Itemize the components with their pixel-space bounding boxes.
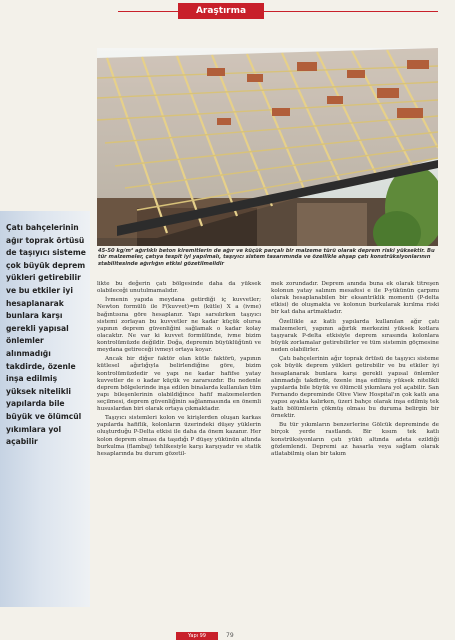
text-column-2	[271, 281, 439, 460]
photo-caption: 45-50 kg/m² ağırlıklı beton kiremitlerin de ağır ve küçük parçalı bir malzeme türü olarak deprem riski yüksektir. Bu tür malzemeler, çatıya tespit iyi yapılmalı, taşıyıcı sistem tasarımında ve özellikle ahşap çatı konstrüksiyonlarının stabilitesinde ağırlığın etkisi gözetilmelidir	[98, 248, 435, 267]
text-column-1	[97, 281, 261, 460]
paragraph: Bu tür yıkımların benzerlerine Gölcük depreminde de birçok yerde rastlandı. Bir kısım tek katlı konstrüksiyonların çatı yükü altında adeta ezildiği gözlemlendi. Depremi az hasarla veya sağlam olarak atlatabilmiş olan bir takım	[271, 422, 439, 457]
paragraph: Taşıyıcı sistemleri kolon ve kirişlerden oluşan karkas yapılarda hafiflik, kolonların üzerindeki düşey yüklerin oluşturduğu P-Delta etkisi ile daha da önem kazanır. Her kolon deprem olması da taşıdığı P düşey yükünün altında burkulma (flambaj) tehlikesiyle karşı karşıyadır ve statik hesaplarında bu durum gözetil-	[97, 415, 261, 457]
paragraph: likte bu değerin çatı bölgesinde daha da yüksek olabileceği unutulmamalıdır.	[97, 281, 261, 295]
section-tab: Araştırma	[178, 3, 264, 19]
roof-photo	[97, 48, 438, 246]
footer-label: Yapı 99	[176, 632, 218, 640]
roof-construction-image	[97, 48, 438, 246]
paragraph: mek zorundadır. Deprem anında buna ek olarak titreşen kolonun yatay salınım mesafesi e ile P-yükünün çarpımı olarak hesaplanabilen bir eksantriklik momenti (P-delta etkisi) de oluşmakta ve kolonun burkularak kırılma riski bir kat daha artmaktadır.	[271, 281, 439, 316]
pullquote: Çatı bahçelerinin ağır toprak örtüsü de taşıyıcı sisteme çok büyük deprem yükleri getirebilir ve bu etkiler iyi hesaplanarak bunlara karşı gerekli yapısal önlemler alınmadığı takdirde, özenle inşa edilmiş yüksek nitelikli yapılarda bile büyük ve ölümcül yıkımlara yol açabilir	[6, 223, 86, 447]
header-rule	[118, 11, 438, 12]
paragraph: İvmenin yapıda meydana getirdiği iç kuvvetler; Newton formülü ile F(kuvvet)=m (kütle) X a (ivme) bağıntısına göre hesaplanır. Yapı sarsılırken taşıyıcı sistemi zorlayan bu kuvvetler ne kadar küçük olursa yapının deprem güvenliğini sağlamak o kadar kolay olacaktır. Ne var ki kuvvet formülünde, ivme bizim kontrolümüzde değildir. Doğa, depremin büyüklüğünü ve meydana getireceği ivmeyi ortaya koyar.	[97, 297, 261, 354]
paragraph: Çatı bahçelerinin ağır toprak örtüsü de taşıyıcı sisteme çok büyük deprem yükleri getirebilir ve bu etkiler iyi hesaplanarak bunlara karşı gerekli yapısal önlemler alınmadığı takdirde, özenle inşa edilmiş yüksek nitelikli yapılarda bile büyük ve ölümcül yıkımlara yol açabilir. San Fernando depreminde Olive View Hospital'ın çok katlı ana yapısı ayakta kalırken, üzeri bahçe olarak inşa edilmiş tek katlı bölümlerin çökmüş olması bu duruma belirgin bir örnektir.	[271, 356, 439, 420]
paragraph: Özellikle az katlı yapılarda kullanılan ağır çatı malzemeleri, yapının ağırlık merkezini yüksek kotlara taşıyarak P-delta etkisiyle deprem sırasında kolonlara büyük zorlamalar getirebilirler ve tüm sistemin göçmesine neden olabilirler.	[271, 318, 439, 354]
page-number: 79	[226, 632, 234, 639]
paragraph: Ancak bir diğer faktör olan kütle faktörü, yapının kütlesel ağırlığıyla belirlendiğine göre, bizim kontrolümüzdedir ve yapı ne kadar hafifse yatay kuvvetler de o kadar küçük ve zararsızdır. Bu nedenle deprem bölgelerinde inşa edilen binalarda kullanılan tüm yapı bileşenlerinin olabildiğince hafif malzemelerden seçilmesi, deprem güvenliğinin sağlanmasında en önemli hususlardan biri olarak ortaya çıkmaktadır.	[97, 356, 261, 412]
